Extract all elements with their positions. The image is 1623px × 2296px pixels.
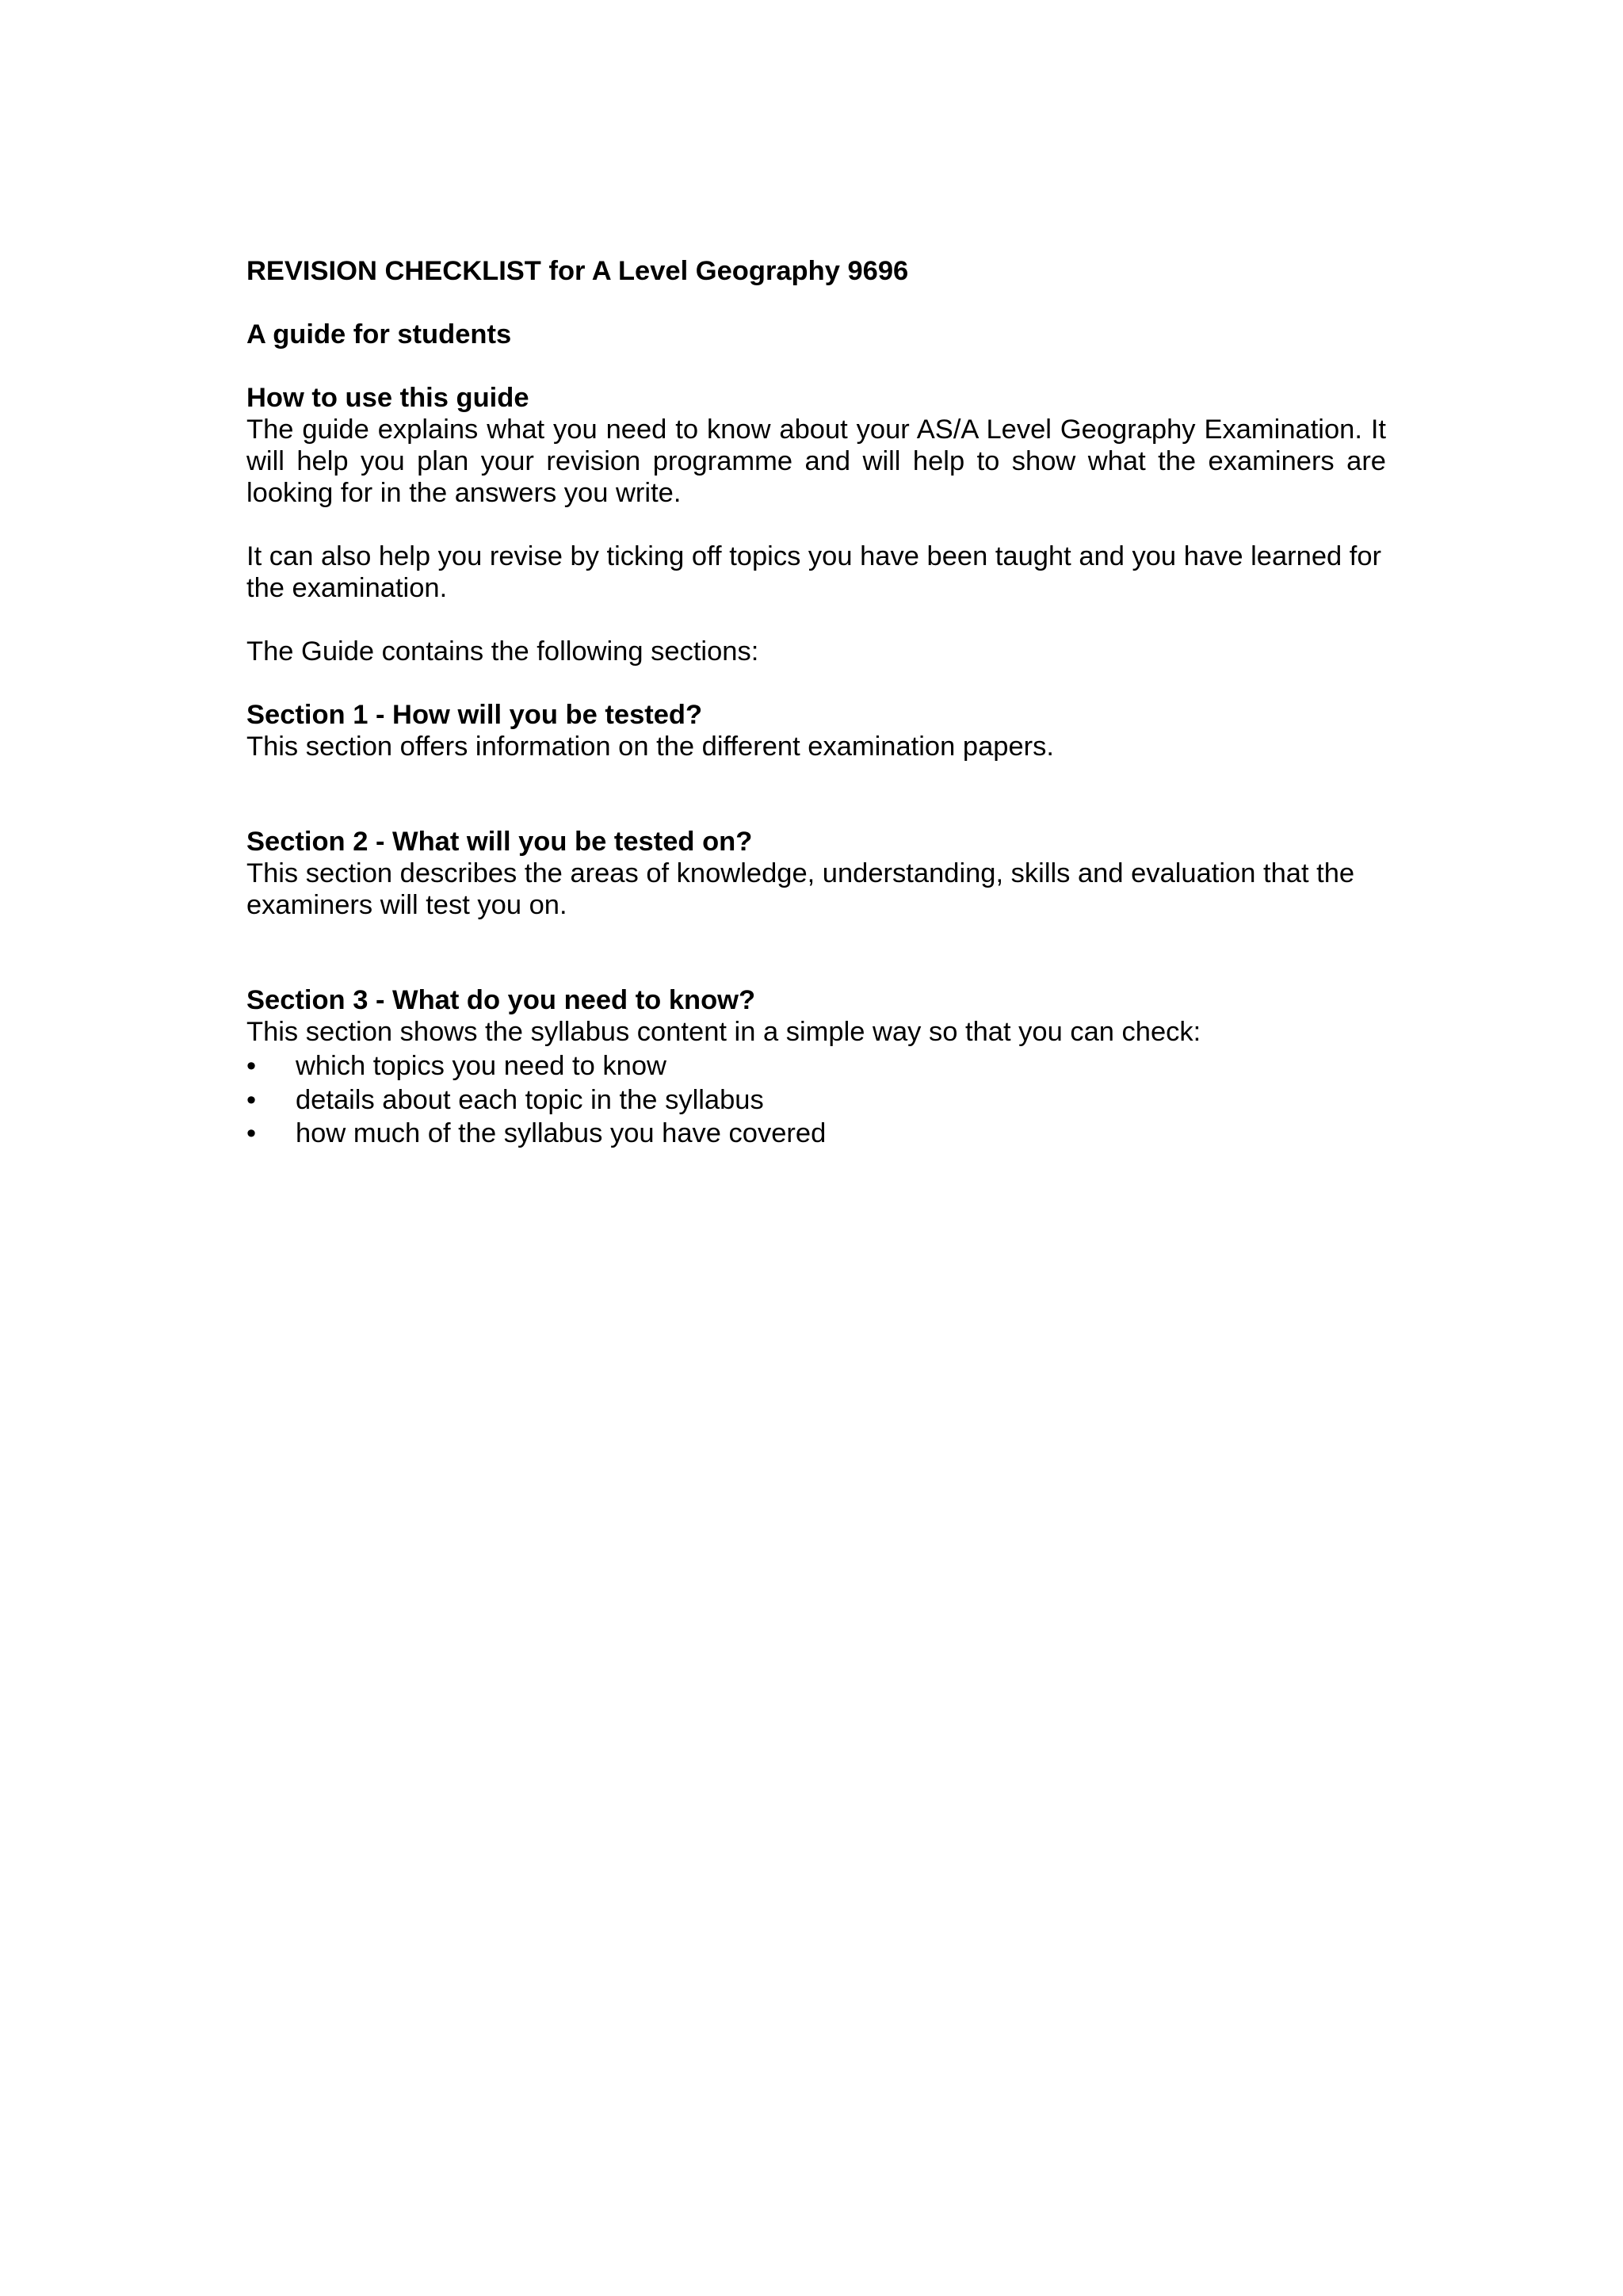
section-2-heading: Section 2 - What will you be tested on?	[246, 827, 753, 857]
bullet-icon: •	[246, 1118, 257, 1148]
list-item	[246, 1083, 1386, 1117]
how-to-paragraph-1: The guide explains what you need to know about your AS/A Level Geography Examination. It will help you plan your revision programme and will help to show what the examiners are looking for in the answers you write.	[246, 415, 1386, 508]
bullet-icon: •	[246, 1051, 257, 1081]
document-page	[246, 255, 1386, 1151]
section-1-body: This section offers information on the different examination papers.	[246, 732, 1054, 762]
list-item-text: details about each topic in the syllabus	[296, 1084, 764, 1115]
section-1-heading: Section 1 - How will you be tested?	[246, 700, 703, 730]
section-2-body: This section describes the areas of knowledge, understanding, skills and evaluation that the examiners will test you on.	[246, 858, 1355, 920]
bullet-icon: •	[246, 1084, 257, 1115]
how-to-heading: How to use this guide	[246, 383, 529, 413]
section-3-heading: Section 3 - What do you need to know?	[246, 985, 756, 1015]
list-item	[246, 1117, 1386, 1151]
list-item-text: how much of the syllabus you have covered	[296, 1118, 827, 1148]
section-3-body: This section shows the syllabus content in a simple way so that you can check:	[246, 1017, 1201, 1047]
how-to-paragraph-3: The Guide contains the following sections:	[246, 636, 759, 667]
list-item	[246, 1049, 1386, 1083]
section-3-bullet-list	[246, 1049, 1386, 1151]
document-subtitle: A guide for students	[246, 319, 512, 350]
document-title: REVISION CHECKLIST for A Level Geography 9696	[246, 256, 909, 286]
list-item-text: which topics you need to know	[296, 1051, 666, 1081]
how-to-paragraph-2: It can also help you revise by ticking off topics you have been taught and you have learned for the examination.	[246, 541, 1382, 603]
